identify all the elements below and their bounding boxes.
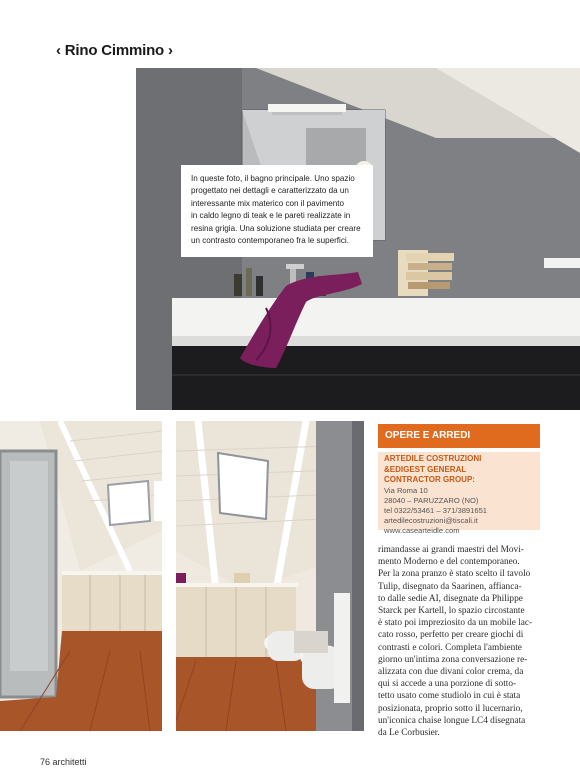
bathroom-photo-sanitary <box>176 421 364 731</box>
body-line: cato rosso, perfetto per creare giochi di <box>378 630 524 641</box>
caption-line: un contrasto contemporaneo fra le superfici. <box>191 236 349 246</box>
body-line: un'iconica chaise longue LC4 disegnata <box>378 715 526 726</box>
body-line: to dalle sedie AI, disegnate da Philippe <box>378 593 523 604</box>
address-line: 28040 – PARUZZARO (NO) <box>384 495 479 505</box>
caption-line: in caldo legno di teak e le pareti realizzate in <box>191 211 351 221</box>
body-line: giorno un'intima zona conversazione re- <box>378 654 528 665</box>
address-line: tel 0322/53461 – 371/3891651 <box>384 505 488 515</box>
body-line: posizionata, proprio sotto il lucernario, <box>378 703 523 714</box>
company-line: CONTRACTOR GROUP: <box>384 475 475 484</box>
address-line: www.casearteidle.com <box>384 526 460 536</box>
caption-line: In queste foto, il bagno principale. Uno spazio <box>191 174 355 183</box>
body-line: qui si accede a una porzione di sotto- <box>378 679 517 690</box>
body-line: è stato poi impreziosito da un mobile lac- <box>378 618 533 629</box>
page-title: ‹ Rino Cimmino › <box>56 42 173 59</box>
body-line: da Le Corbusier. <box>378 728 440 739</box>
body-line: rimandasse ai grandi maestri del Movi- <box>378 545 524 555</box>
body-line: Starck per Kartell, lo spazio circostante <box>378 606 525 617</box>
bathroom-photo-main <box>136 68 580 410</box>
bathroom-photo-shower <box>0 421 162 731</box>
info-heading: OPERE E ARREDI <box>378 424 540 448</box>
body-line: alizzata con due divani color crema, da <box>378 667 524 678</box>
page-footer <box>40 757 87 767</box>
body-line: contrasti e colori. Completa l'ambiente <box>378 642 522 653</box>
info-box <box>378 452 540 536</box>
article-body <box>378 544 542 739</box>
company-line: ARTEDILE COSTRUZIONI <box>384 454 482 463</box>
body-line: Per la zona pranzo è stato scelto il tavolo <box>378 569 531 580</box>
address-line: artedilecostruzioni@tiscali.it <box>384 516 478 526</box>
photo-caption <box>181 165 373 257</box>
company-line: &EDIGEST GENERAL <box>384 464 467 474</box>
body-line: tetto usato come studiolo in cui è stata <box>378 691 521 702</box>
caption-line: interessante mix materico con il pavimento <box>191 198 344 208</box>
page-number: 76 <box>40 757 51 767</box>
body-line: Tulip, disegnato da Saarinen, affianca- <box>378 581 522 592</box>
address-line: Via Roma 10 <box>384 485 428 495</box>
caption-line: resina grigia. Una soluzione studiata per creare <box>191 223 361 233</box>
magazine-name: architetti <box>52 757 87 767</box>
body-line: mento Moderno e del contemporaneo. <box>378 557 520 568</box>
caption-line: progettato nei dettagli e caratterizzato da un <box>191 186 349 196</box>
